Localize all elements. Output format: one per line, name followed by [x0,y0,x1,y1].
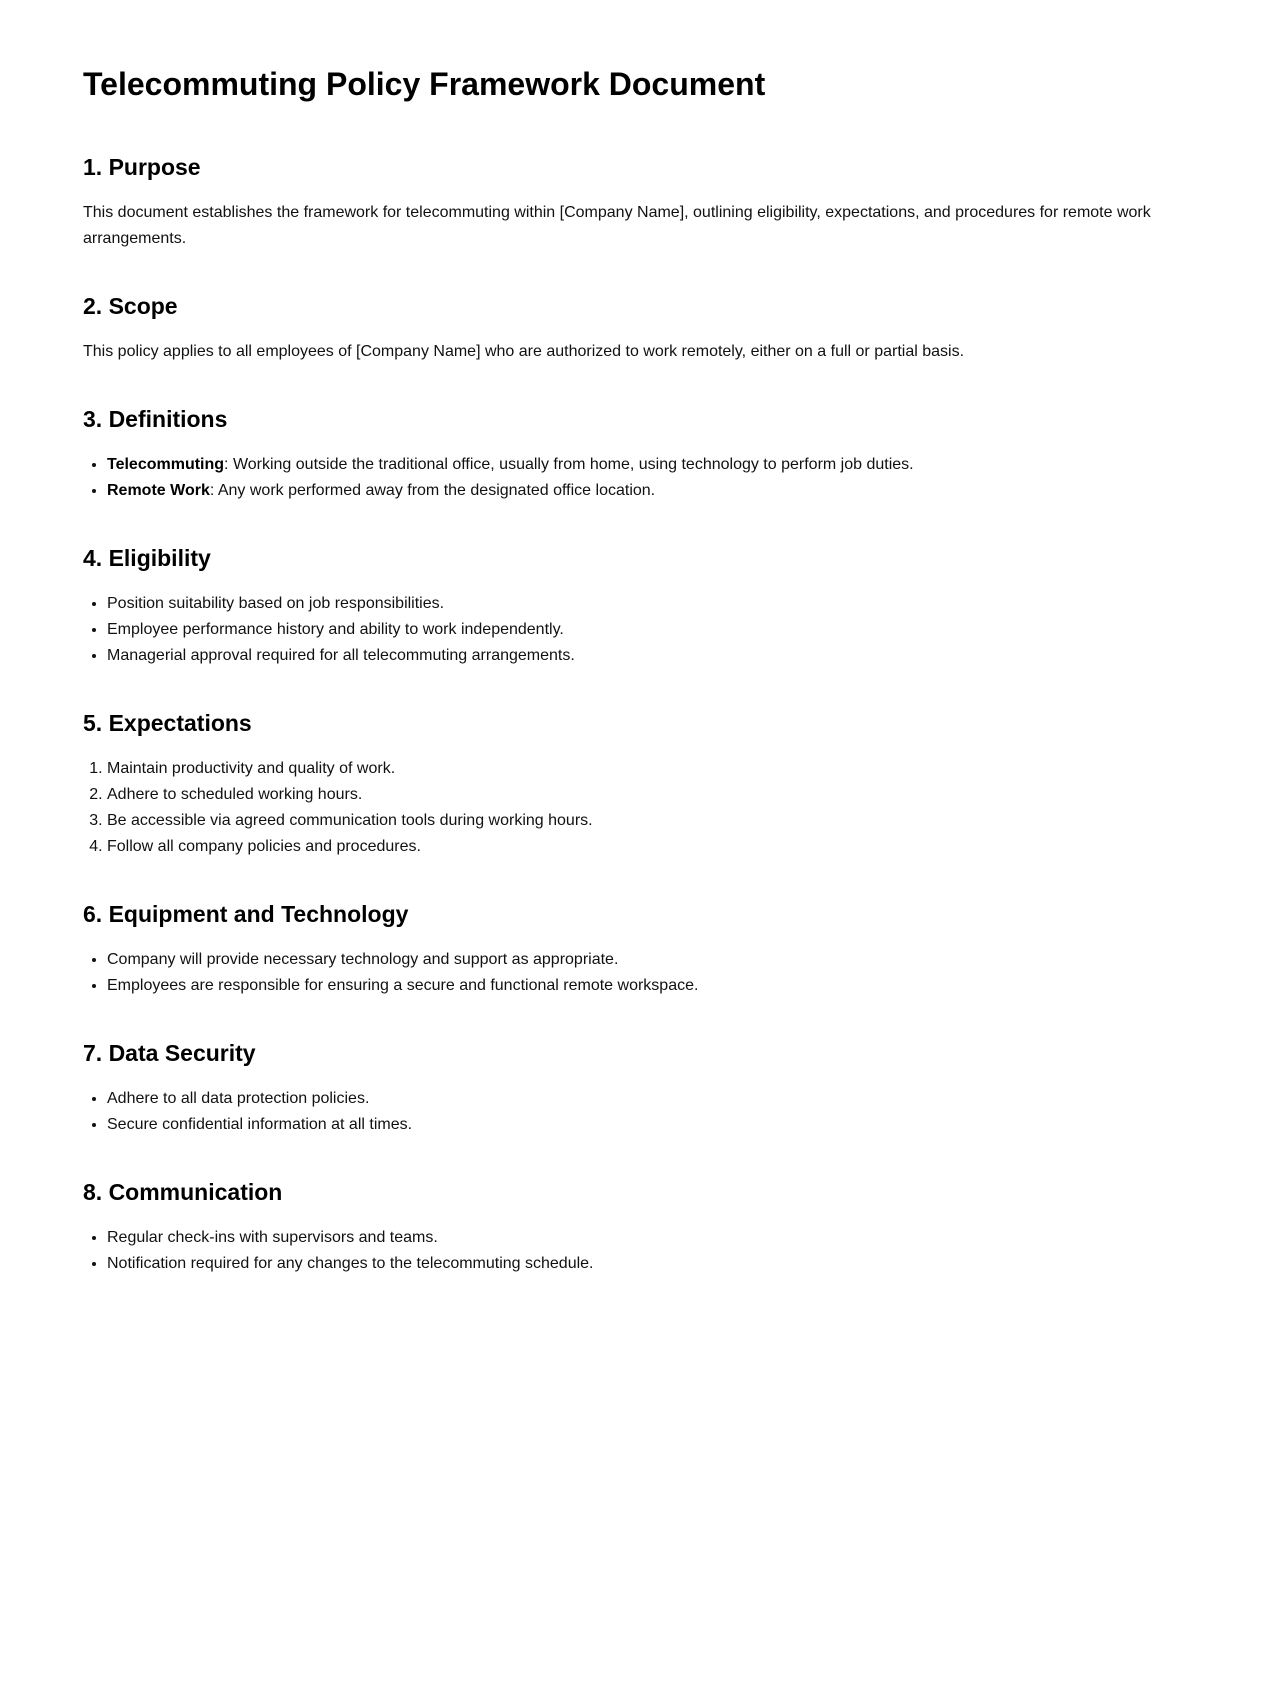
section-heading: 2. Scope [83,293,178,319]
list-item: • Notification required for any changes to the telecommuting schedule. [107,1251,1180,1277]
section-communication [83,1178,1180,1277]
section-purpose [83,153,1180,252]
list-item: • Adhere to all data protection policies. [107,1086,1180,1112]
section-scope [83,292,1180,365]
list-item: • Secure confidential information at all times. [107,1112,1180,1138]
list-item [107,478,1180,504]
list-item [107,452,1180,478]
list-item: 2. Adhere to scheduled working hours. [107,782,1180,808]
section-paragraph: This document establishes the framework for telecommuting within [Company Name], outlining eligibility, expectations, and procedures for remote work arrangements. [83,204,1151,247]
list-item: • Company will provide necessary technology and support as appropriate. [107,947,1180,973]
section-heading: 8. Communication [83,1179,283,1205]
communication-list [83,1225,1180,1277]
document-title: Telecommuting Policy Framework Document [83,66,766,102]
expectations-list [83,756,1180,860]
section-heading: 6. Equipment and Technology [83,901,409,927]
definitions-list [83,452,1180,504]
section-heading: 7. Data Security [83,1040,256,1066]
section-heading: 1. Purpose [83,154,201,180]
section-expectations [83,709,1180,860]
list-item: • Managerial approval required for all telecommuting arrangements. [107,643,1180,669]
definition-term: Remote Work [107,482,210,499]
equipment-list [83,947,1180,999]
data-security-list [83,1086,1180,1138]
list-item: 3. Be accessible via agreed communication tools during working hours. [107,808,1180,834]
definition-term: Telecommuting [107,456,225,473]
list-item: 1. Maintain productivity and quality of work. [107,756,1180,782]
list-item: • Employees are responsible for ensuring a secure and functional remote workspace. [107,973,1180,999]
section-eligibility [83,544,1180,669]
definition-text: : Working outside the traditional office, usually from home, using technology to perform job duties. [224,456,914,473]
section-definitions [83,405,1180,504]
section-heading: 5. Expectations [83,710,252,736]
eligibility-list [83,591,1180,669]
list-item: • Regular check-ins with supervisors and teams. [107,1225,1180,1251]
section-equipment [83,900,1180,999]
section-heading: 4. Eligibility [83,545,211,571]
section-data-security [83,1039,1180,1138]
list-item: • Employee performance history and ability to work independently. [107,617,1180,643]
list-item: • Position suitability based on job responsibilities. [107,591,1180,617]
list-item: 4. Follow all company policies and procedures. [107,834,1180,860]
section-heading: 3. Definitions [83,406,228,432]
section-paragraph: This policy applies to all employees of [Company Name] who are authorized to work remotely, either on a full or partial basis. [83,343,965,360]
definition-text: : Any work performed away from the designated office location. [209,482,656,499]
